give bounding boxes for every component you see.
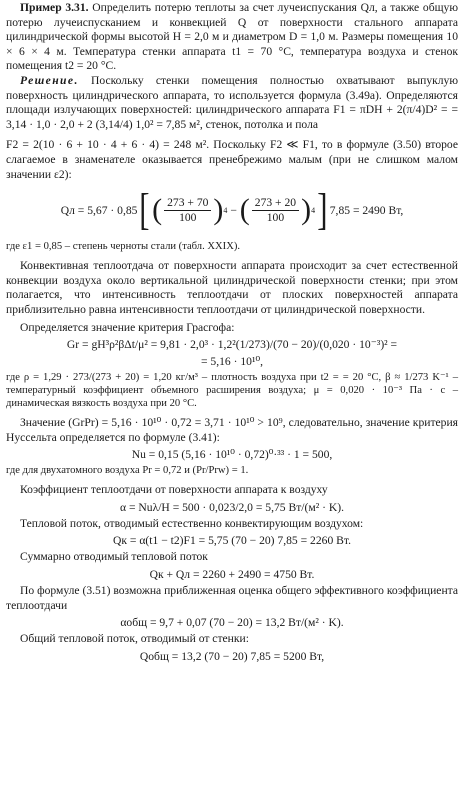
equation-grashof: Gr = gH³ρ²βΔt/μ² = 9,81 · 2,0³ · 1,2²(1/273)/(70 − 20)/(0,020 · 10⁻³)² = xyxy=(66,338,398,352)
paragraph-grashof-intro: Определяется значение критерия Грасгофа: xyxy=(20,320,235,334)
paragraph-convection: Конвективная теплоотдача от поверхности аппарата происходит за счет естественной конвекции воздуха около вертикальной цилиндрической поверхности стенки; при этом полагается, что интенсивность теплоотдачи от плоских поверхностей аппарата приблизительно равна интенсивности теплоотдачи от цилиндрической поверхности. xyxy=(6,259,458,316)
equation-grashof-result: = 5,16 · 10¹⁰, xyxy=(201,355,263,369)
note-emissivity: где ε1 = 0,85 – степень черноты стали (табл. XXIX). xyxy=(6,241,241,253)
example-number: Пример 3.31. xyxy=(20,1,89,14)
equation-sum: Qк + Qл = 2260 + 2490 = 4750 Вт. xyxy=(149,568,315,582)
radiation-formula: Qл = 5,67 · 0,85 [ ( $\frac{273 + 70}{100}$ ) 4 − ( $\frac{273 + 20}{100}$ ) 4 ] 7,85 = 2490 Вт, xyxy=(60,185,404,235)
paragraph-alpha: Коэффициент теплоотдачи от поверхности аппарата к воздуху xyxy=(20,483,328,497)
paragraph-f2: F2 = 2(10 · 6 + 10 · 4 + 6 · 4) = 248 м². Поскольку F2 ≪ F1, то в формуле (3.50) второе слагаемое в знаменателе оказывается пренебрежимо малым (при не слишком малом значении ε2): xyxy=(6,138,458,181)
solution-text: Поскольку стенки помещения полностью охватывают выпуклую поверхность цилиндрического аппарата, то используется формула (3.49а). Определяются площади излучающих поверхностей: цилиндрического аппарата F1 = πDH + 2(π/4)D² = = 3,14 · 1,0 · 2,0 + 2 (3,14/4) 1,0² = 7,85 м², стенок, потолка и пола xyxy=(6,73,458,131)
note-prandtl: где для двухатомного воздуха Pr = 0,72 и (Pr/Prw) = 1. xyxy=(6,465,249,477)
fraction-2: $\frac{273 + 20}{100}$ xyxy=(252,196,299,225)
note-density: где ρ = 1,29 · 273/(273 + 20) = 1,20 кг/м³ – плотность воздуха при t2 = = 20 °С, β ≈ 1/273 K⁻¹ – температурный коэффициент объемного расширения воздуха; μ = 0,020 · 10⁻³ Па · с – динамическая вязкость воздуха при 20 °С. xyxy=(6,372,458,410)
formula-lhs: Qл = 5,67 · 0,85 xyxy=(60,203,138,217)
paragraph-effective: По формуле (3.51) возможна приближенная оценка общего эффективного коэффициента теплоотдачи xyxy=(6,584,459,612)
paragraph-grpr: Значение (GrPr) = 5,16 · 10¹⁰ · 0,72 = 3,71 · 10¹⁰ > 10⁹, следовательно, значение критерия Нуссельта определяется по формуле (3.41): xyxy=(6,416,458,444)
fraction-1: $\frac{273 + 70}{100}$ xyxy=(164,196,211,225)
equation-qk: Qк = α(t1 − t2)F1 = 5,75 (70 − 20) 7,85 = 2260 Вт. xyxy=(113,534,351,548)
formula-rhs: 7,85 = 2490 Вт, xyxy=(329,203,404,217)
equation-alpha-total: αобщ = 9,7 + 0,07 (70 − 20) = 13,2 Вт/(м² · K). xyxy=(120,616,344,630)
equation-q-total: Qобщ = 13,2 (70 − 20) 7,85 = 5200 Вт, xyxy=(139,649,325,663)
example-statement xyxy=(6,1,458,74)
paragraph-sum: Суммарно отводимый тепловой поток xyxy=(20,550,208,564)
solution-label: Решение. xyxy=(20,73,79,87)
equation-alpha: α = Nuλ/H = 500 · 0,023/2,0 = 5,75 Вт/(м² · K). xyxy=(120,500,344,514)
paragraph-heat-flow: Тепловой поток, отводимый естественно конвектирующим воздухом: xyxy=(20,516,364,530)
solution-paragraph xyxy=(6,74,458,132)
paragraph-total-flow: Общий тепловой поток, отводимый от стенки: xyxy=(20,632,249,646)
example-text: Определить потерю теплоты за счет лучеиспускания Qл, а также общую потерю лучеиспусканием и конвекцией Q от поверхности стального аппарата цилиндрической формы высотой H = 2,0 м и диаметром D = 1,0 м. Размеры помещения 10 × 6 × 4 м. Температура стенки аппарата t1 = 70 °C, температура воздуха и стенок помещения t2 = 20 °C. xyxy=(6,1,458,73)
equation-nusselt: Nu = 0,15 (5,16 · 10¹⁰ · 0,72)⁰·³³ · 1 = 500, xyxy=(131,448,333,462)
